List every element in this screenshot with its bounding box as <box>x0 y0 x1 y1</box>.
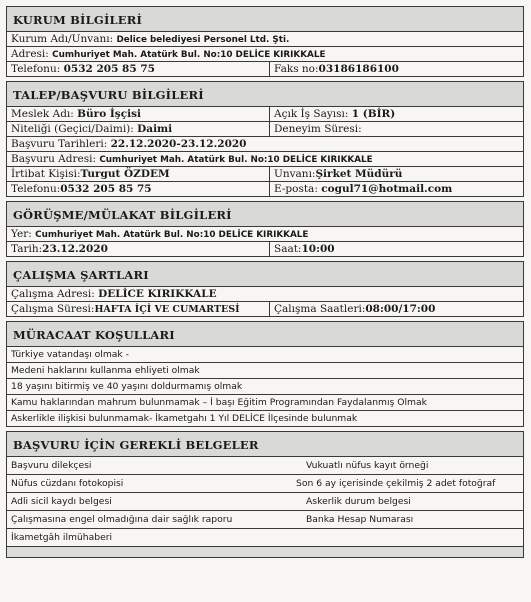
list-item <box>6 411 524 427</box>
belge-left: İkametgâh ilmühaberi <box>11 532 113 543</box>
belge-left: Başvuru dilekçesi <box>11 460 92 471</box>
section-belgeler-title: BAŞVURU İÇİN GEREKLİ BELGELER <box>6 431 524 457</box>
belgeler-table <box>6 457 524 547</box>
kurum-faks-value: 03186186100 <box>318 63 399 75</box>
unvan-value: Şirket Müdürü <box>315 168 403 180</box>
eposta-value: cogul71@hotmail.com <box>321 183 453 195</box>
gorusme-tarih-value: 23.12.2020 <box>42 243 108 255</box>
kurum-adi-row <box>6 32 524 47</box>
list-item <box>6 347 524 363</box>
talep-tarih-row <box>6 137 524 152</box>
belge-right: Askerlik durum belgesi <box>306 496 411 507</box>
muracaat-list <box>6 347 524 427</box>
talep-adres-row <box>6 152 524 167</box>
talep-telefon-value: 0532 205 85 75 <box>60 183 152 195</box>
talep-meslek-row <box>6 107 524 122</box>
deneyim-label: Deneyim Süresi: <box>274 123 362 135</box>
list-item <box>6 379 524 395</box>
kurum-telefon-value: 0532 205 85 75 <box>63 63 155 75</box>
kurum-telefon-row <box>6 62 524 77</box>
nitelik-value: Daimi <box>137 123 173 135</box>
table-row <box>7 528 523 546</box>
table-row <box>7 474 523 492</box>
gorusme-yer-label: Yer: <box>11 228 32 240</box>
gorusme-tarih-label: Tarih: <box>11 243 43 255</box>
kurum-adres-label: Adresi: <box>11 48 49 60</box>
basvuru-tarih-label: Başvuru Tarihleri: <box>11 138 108 150</box>
belge-right <box>266 529 523 546</box>
calisma-sure-value: HAFTA İÇİ VE CUMARTESİ <box>94 304 240 315</box>
eposta-label: E-posta: <box>274 183 318 195</box>
meslek-label: Meslek Adı: <box>11 108 74 120</box>
nitelik-label: Niteliği (Geçici/Daimi): <box>11 123 134 135</box>
calisma-adres-label: Çalışma Adresi: <box>11 288 95 300</box>
list-item-text: Medeni haklarını kullanma ehliyeti olmak <box>11 365 200 376</box>
kurum-telefon-label: Telefonu: <box>11 63 61 75</box>
section-kurum-title: KURUM BİLGİLERİ <box>6 6 524 32</box>
meslek-value: Büro İşçisi <box>77 108 141 120</box>
kurum-adi-value: Delice belediyesi Personel Ltd. Şti. <box>116 35 290 45</box>
talep-telefon-label: Telefonu: <box>11 183 61 195</box>
calisma-saat-value: 08:00/17:00 <box>365 303 436 315</box>
list-item-text: Türkiye vatandaşı olmak - <box>11 349 129 360</box>
table-row <box>7 510 523 528</box>
gorusme-tarih-row <box>6 242 524 257</box>
table-row <box>7 492 523 510</box>
belge-right: Banka Hesap Numarası <box>306 514 414 525</box>
gorusme-saat-value: 10:00 <box>301 243 335 255</box>
list-item <box>6 395 524 411</box>
gorusme-yer-value: Cumhuriyet Mah. Atatürk Bul. No:10 DELİCE KIRIKKALE <box>35 230 309 240</box>
list-item <box>6 363 524 379</box>
kurum-faks-label: Faks no: <box>274 63 319 75</box>
gorusme-yer-row <box>6 227 524 242</box>
talep-irtibat-row <box>6 167 524 182</box>
irtibat-value: Turgut ÖZDEM <box>80 168 170 180</box>
belge-left: Nüfus cüzdanı fotokopisi <box>11 478 124 489</box>
calisma-saat-label: Çalışma Saatleri: <box>274 303 366 315</box>
acik-is-value: 1 (BİR) <box>351 108 396 120</box>
calisma-sure-label: Çalışma Süresi: <box>11 303 95 315</box>
section-talep-title: TALEP/BAŞVURU BİLGİLERİ <box>6 81 524 107</box>
list-item-text: Askerlikle ilişkisi bulunmamak- İkametgahı 1 Yıl DELİCE İlçesinde bulunmak <box>11 413 358 424</box>
kurum-adres-value: Cumhuriyet Mah. Atatürk Bul. No:10 DELİCE KIRIKKALE <box>52 50 326 60</box>
kurum-adi-label: Kurum Adı/Unvanı: <box>11 33 114 45</box>
basvuru-adres-value: Cumhuriyet Mah. Atatürk Bul. No:10 DELİCE KIRIKKALE <box>99 155 373 165</box>
basvuru-tarih-value: 22.12.2020-23.12.2020 <box>110 138 247 150</box>
list-item-text: 18 yaşını bitirmiş ve 40 yaşını doldurmamış olmak <box>11 381 243 392</box>
talep-telefon-row <box>6 182 524 197</box>
calisma-adres-value: DELİCE KIRIKKALE <box>98 288 217 300</box>
section-muracaat-title: MÜRACAAT KOŞULLARI <box>6 321 524 347</box>
belge-right: Vukuatlı nüfus kayıt örneği <box>306 460 429 471</box>
irtibat-label: İrtibat Kişisi: <box>11 168 81 180</box>
acik-is-label: Açık İş Sayısı: <box>274 108 349 120</box>
bottom-border-strip <box>6 547 524 558</box>
kurum-adres-row <box>6 47 524 62</box>
gorusme-saat-label: Saat: <box>274 243 302 255</box>
list-item-text: Kamu haklarından mahrum bulunmamak – İ başı Eğitim Programından Faydalanmış Olmak <box>11 397 427 408</box>
belge-left: Çalışmasına engel olmadığına dair sağlık raporu <box>11 514 233 525</box>
section-gorusme-title: GÖRÜŞME/MÜLAKAT BİLGİLERİ <box>6 201 524 227</box>
belge-right: Son 6 ay içerisinde çekilmiş 2 adet fotoğraf <box>296 478 496 489</box>
section-calisma-title: ÇALIŞMA ŞARTLARI <box>6 261 524 287</box>
unvan-label: Unvanı: <box>274 168 316 180</box>
belge-left: Adli sicil kaydı belgesi <box>11 496 112 507</box>
calisma-sure-row <box>6 302 524 317</box>
calisma-adres-row <box>6 287 524 302</box>
basvuru-adres-label: Başvuru Adresi: <box>11 153 96 165</box>
talep-nitelik-row <box>6 122 524 137</box>
form-page <box>6 6 524 558</box>
table-row <box>7 457 523 474</box>
